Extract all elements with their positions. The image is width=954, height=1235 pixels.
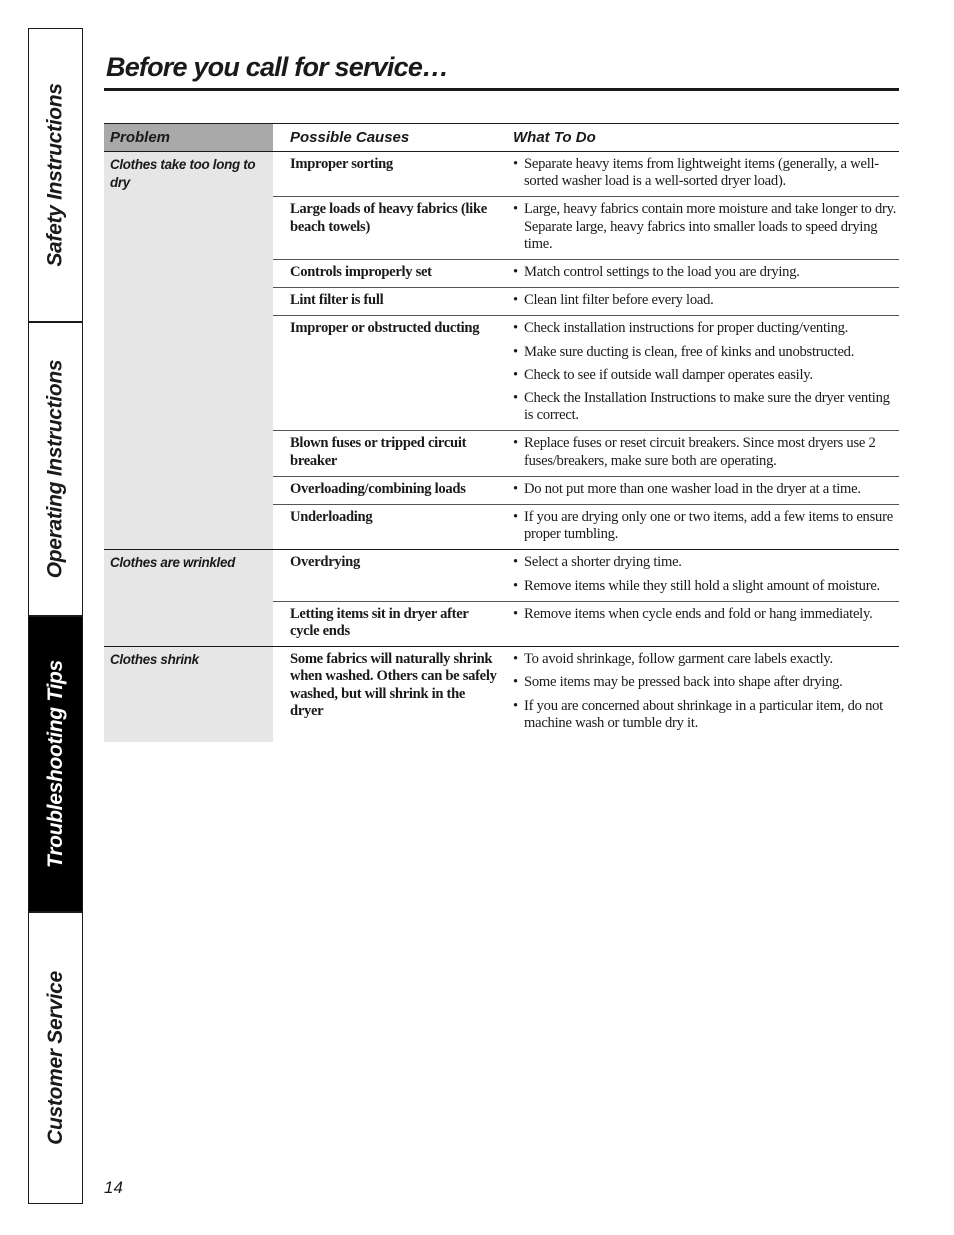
- what-to-do-cell: [502, 476, 899, 504]
- side-tab-troubleshooting-tips[interactable]: [29, 617, 82, 913]
- side-tab-strip: [28, 28, 83, 1204]
- possible-cause-cell: Some fabrics will naturally shrink when washed. Others can be safely washed, but will shrink in the dryer: [273, 647, 502, 742]
- side-tab-safety-instructions[interactable]: [29, 29, 82, 323]
- action-bullet: • Replace fuses or reset circuit breakers. Since most dryers use 2 fuses/breakers, make sure both are operating.: [513, 435, 899, 469]
- what-to-do-cell: [502, 431, 899, 476]
- action-bullet: • Check to see if outside wall damper operates easily.: [513, 367, 899, 384]
- title-rule: [104, 88, 899, 91]
- possible-cause-cell: Overdrying: [273, 550, 502, 601]
- possible-cause-cell: Controls improperly set: [273, 260, 502, 288]
- what-to-do-cell: [502, 505, 899, 550]
- what-to-do-cell: [502, 601, 899, 646]
- action-bullet: • Do not put more than one washer load in the dryer at a time.: [513, 481, 899, 498]
- side-tab-label: Operating Instructions: [43, 359, 67, 579]
- action-bullet: • Select a shorter drying time.: [513, 554, 899, 571]
- table-header-row: [104, 124, 899, 152]
- action-bullet: • If you are concerned about shrinkage in a particular item, do not machine wash or tumble dry it.: [513, 698, 899, 732]
- troubleshooting-table: [104, 123, 899, 742]
- action-bullet: • Some items may be pressed back into shape after drying.: [513, 674, 899, 691]
- possible-cause-cell: Blown fuses or tripped circuit breaker: [273, 431, 502, 476]
- possible-cause-cell: Overloading/combining loads: [273, 476, 502, 504]
- what-to-do-cell: [502, 288, 899, 316]
- action-bullet: • Clean lint filter before every load.: [513, 292, 899, 309]
- action-bullet: • Match control settings to the load you are drying.: [513, 264, 899, 281]
- header-what-to-do: What To Do: [502, 124, 899, 152]
- what-to-do-cell: [502, 260, 899, 288]
- possible-cause-cell: Letting items sit in dryer after cycle ends: [273, 601, 502, 646]
- problem-cell: Clothes are wrinkled: [104, 550, 273, 647]
- what-to-do-cell: [502, 152, 899, 197]
- what-to-do-cell: [502, 550, 899, 601]
- problem-cell: Clothes take too long to dry: [104, 152, 273, 550]
- action-bullet: • Remove items while they still hold a slight amount of moisture.: [513, 578, 899, 595]
- header-problem: Problem: [104, 124, 273, 152]
- what-to-do-cell: [502, 647, 899, 742]
- action-bullet: • Check installation instructions for proper ducting/venting.: [513, 320, 899, 337]
- page-title: Before you call for service…: [106, 52, 449, 82]
- side-tab-label: Customer Service: [43, 971, 67, 1145]
- action-bullet: • To avoid shrinkage, follow garment care labels exactly.: [513, 651, 899, 668]
- action-bullet: • Separate heavy items from lightweight items (generally, a well-sorted washer load is a well-sorted dryer load).: [513, 156, 899, 190]
- side-tab-customer-service[interactable]: [29, 913, 82, 1203]
- possible-cause-cell: Underloading: [273, 505, 502, 550]
- possible-cause-cell: Large loads of heavy fabrics (like beach towels): [273, 197, 502, 260]
- table-row: [104, 152, 899, 197]
- table-body: [104, 152, 899, 743]
- possible-cause-cell: Improper or obstructed ducting: [273, 316, 502, 431]
- what-to-do-cell: [502, 197, 899, 260]
- action-bullet: • Large, heavy fabrics contain more moisture and take longer to dry. Separate large, heavy fabrics into smaller loads to speed drying time.: [513, 201, 899, 253]
- possible-cause-cell: Improper sorting: [290, 156, 393, 172]
- side-tab-label: Safety Instructions: [43, 83, 67, 267]
- side-tab-label: Troubleshooting Tips: [43, 660, 67, 868]
- side-tab-operating-instructions[interactable]: [29, 323, 82, 617]
- table-row: [104, 647, 899, 742]
- action-bullet: • If you are drying only one or two items, add a few items to ensure proper tumbling.: [513, 509, 899, 543]
- table-row: [104, 550, 899, 601]
- what-to-do-cell: [502, 316, 899, 431]
- page-number: 14: [104, 1178, 123, 1197]
- header-possible-causes: Possible Causes: [273, 124, 502, 152]
- problem-cell: Clothes shrink: [104, 647, 273, 742]
- possible-cause-cell: Lint filter is full: [273, 288, 502, 316]
- action-bullet: • Make sure ducting is clean, free of kinks and unobstructed.: [513, 344, 899, 361]
- action-bullet: • Check the Installation Instructions to make sure the dryer venting is correct.: [513, 390, 899, 424]
- action-bullet: • Remove items when cycle ends and fold or hang immediately.: [513, 606, 899, 623]
